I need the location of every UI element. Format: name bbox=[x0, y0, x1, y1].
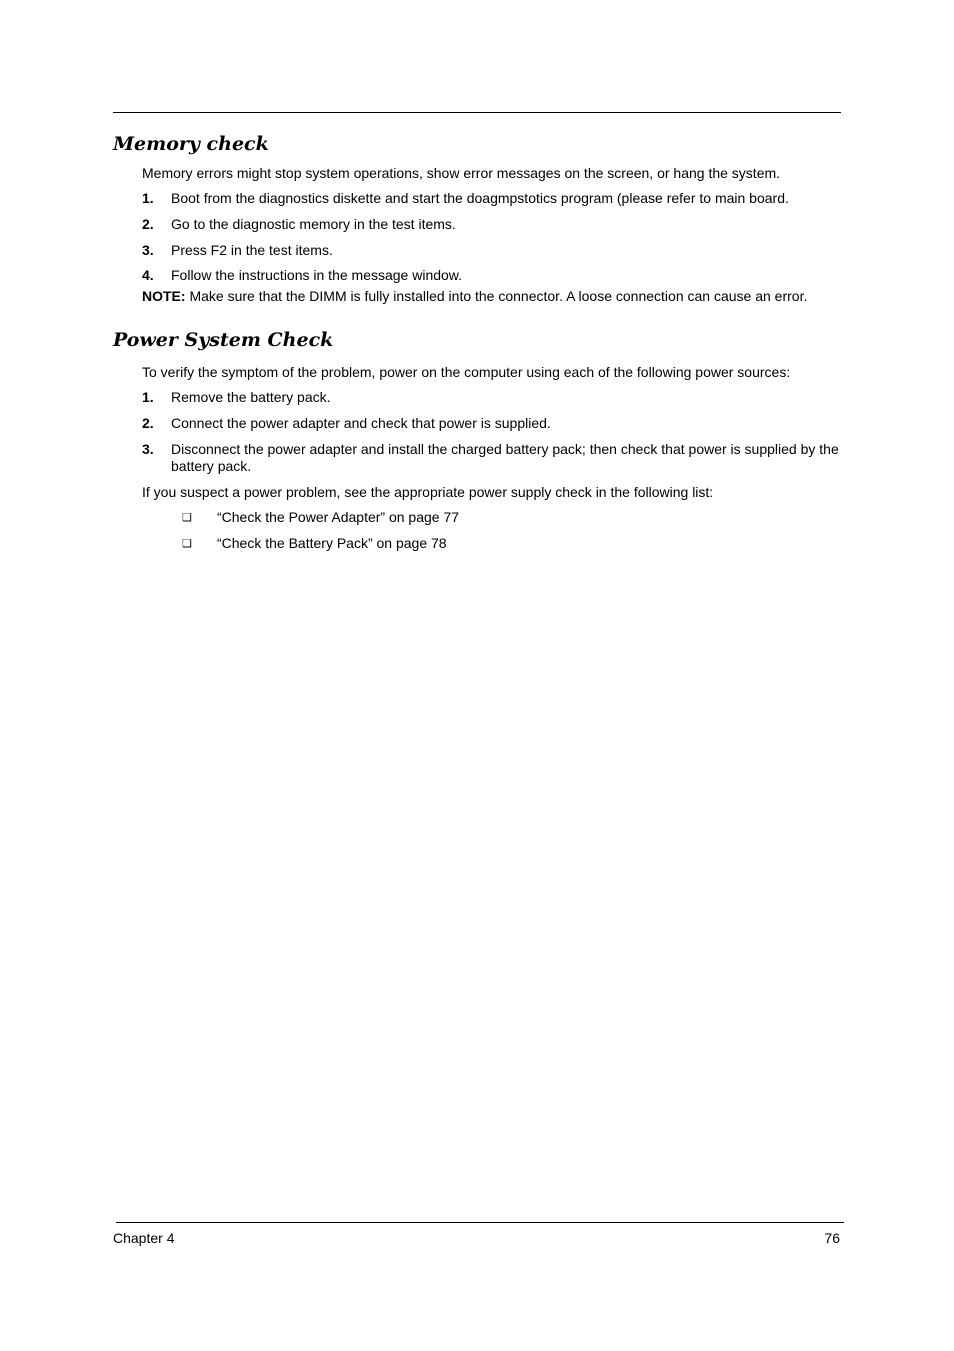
link-check-power-adapter[interactable]: “Check the Power Adapter” on page 77 bbox=[217, 509, 460, 525]
memory-check-note bbox=[142, 288, 807, 305]
power-step-1-text: Remove the battery pack. bbox=[171, 389, 331, 405]
checkbox-bullet-icon: ❑ bbox=[182, 512, 192, 524]
memory-step-3-text: Press F2 in the test items. bbox=[171, 242, 333, 258]
note-label: NOTE: bbox=[142, 288, 186, 304]
link-check-battery-pack[interactable]: “Check the Battery Pack” on page 78 bbox=[217, 535, 447, 551]
power-check-followup: If you suspect a power problem, see the appropriate power supply check in the following list: bbox=[142, 484, 714, 500]
power-check-intro: To verify the symptom of the problem, power on the computer using each of the following power sources: bbox=[142, 364, 791, 380]
power-step-3-number: 3. bbox=[142, 441, 154, 457]
memory-step-2-text: Go to the diagnostic memory in the test items. bbox=[171, 216, 456, 232]
header-rule bbox=[113, 112, 841, 113]
memory-step-4-number: 4. bbox=[142, 267, 154, 283]
power-step-3-text: Disconnect the power adapter and install the charged battery pack; then check that power is supplied by the battery pack. bbox=[171, 441, 839, 474]
power-check-heading: Power System Check bbox=[113, 329, 334, 351]
footer-chapter: Chapter 4 bbox=[113, 1230, 175, 1246]
memory-check-intro: Memory errors might stop system operations, show error messages on the screen, or hang the system. bbox=[142, 165, 781, 181]
note-text: Make sure that the DIMM is fully installed into the connector. A loose connection can cause an error. bbox=[185, 288, 808, 304]
memory-step-4-text: Follow the instructions in the message window. bbox=[171, 267, 463, 283]
checkbox-bullet-icon: ❑ bbox=[182, 538, 192, 550]
footer-rule bbox=[116, 1222, 844, 1223]
memory-step-1-text: Boot from the diagnostics diskette and start the doagmpstotics program (please refer to main board. bbox=[171, 190, 789, 206]
memory-step-3-number: 3. bbox=[142, 242, 154, 258]
power-step-1-number: 1. bbox=[142, 389, 154, 405]
memory-check-heading: Memory check bbox=[113, 133, 269, 155]
power-step-2-number: 2. bbox=[142, 415, 154, 431]
footer-page-number: 76 bbox=[824, 1230, 840, 1246]
power-step-2-text: Connect the power adapter and check that power is supplied. bbox=[171, 415, 551, 431]
memory-step-2-number: 2. bbox=[142, 216, 154, 232]
memory-step-1-number: 1. bbox=[142, 190, 154, 206]
